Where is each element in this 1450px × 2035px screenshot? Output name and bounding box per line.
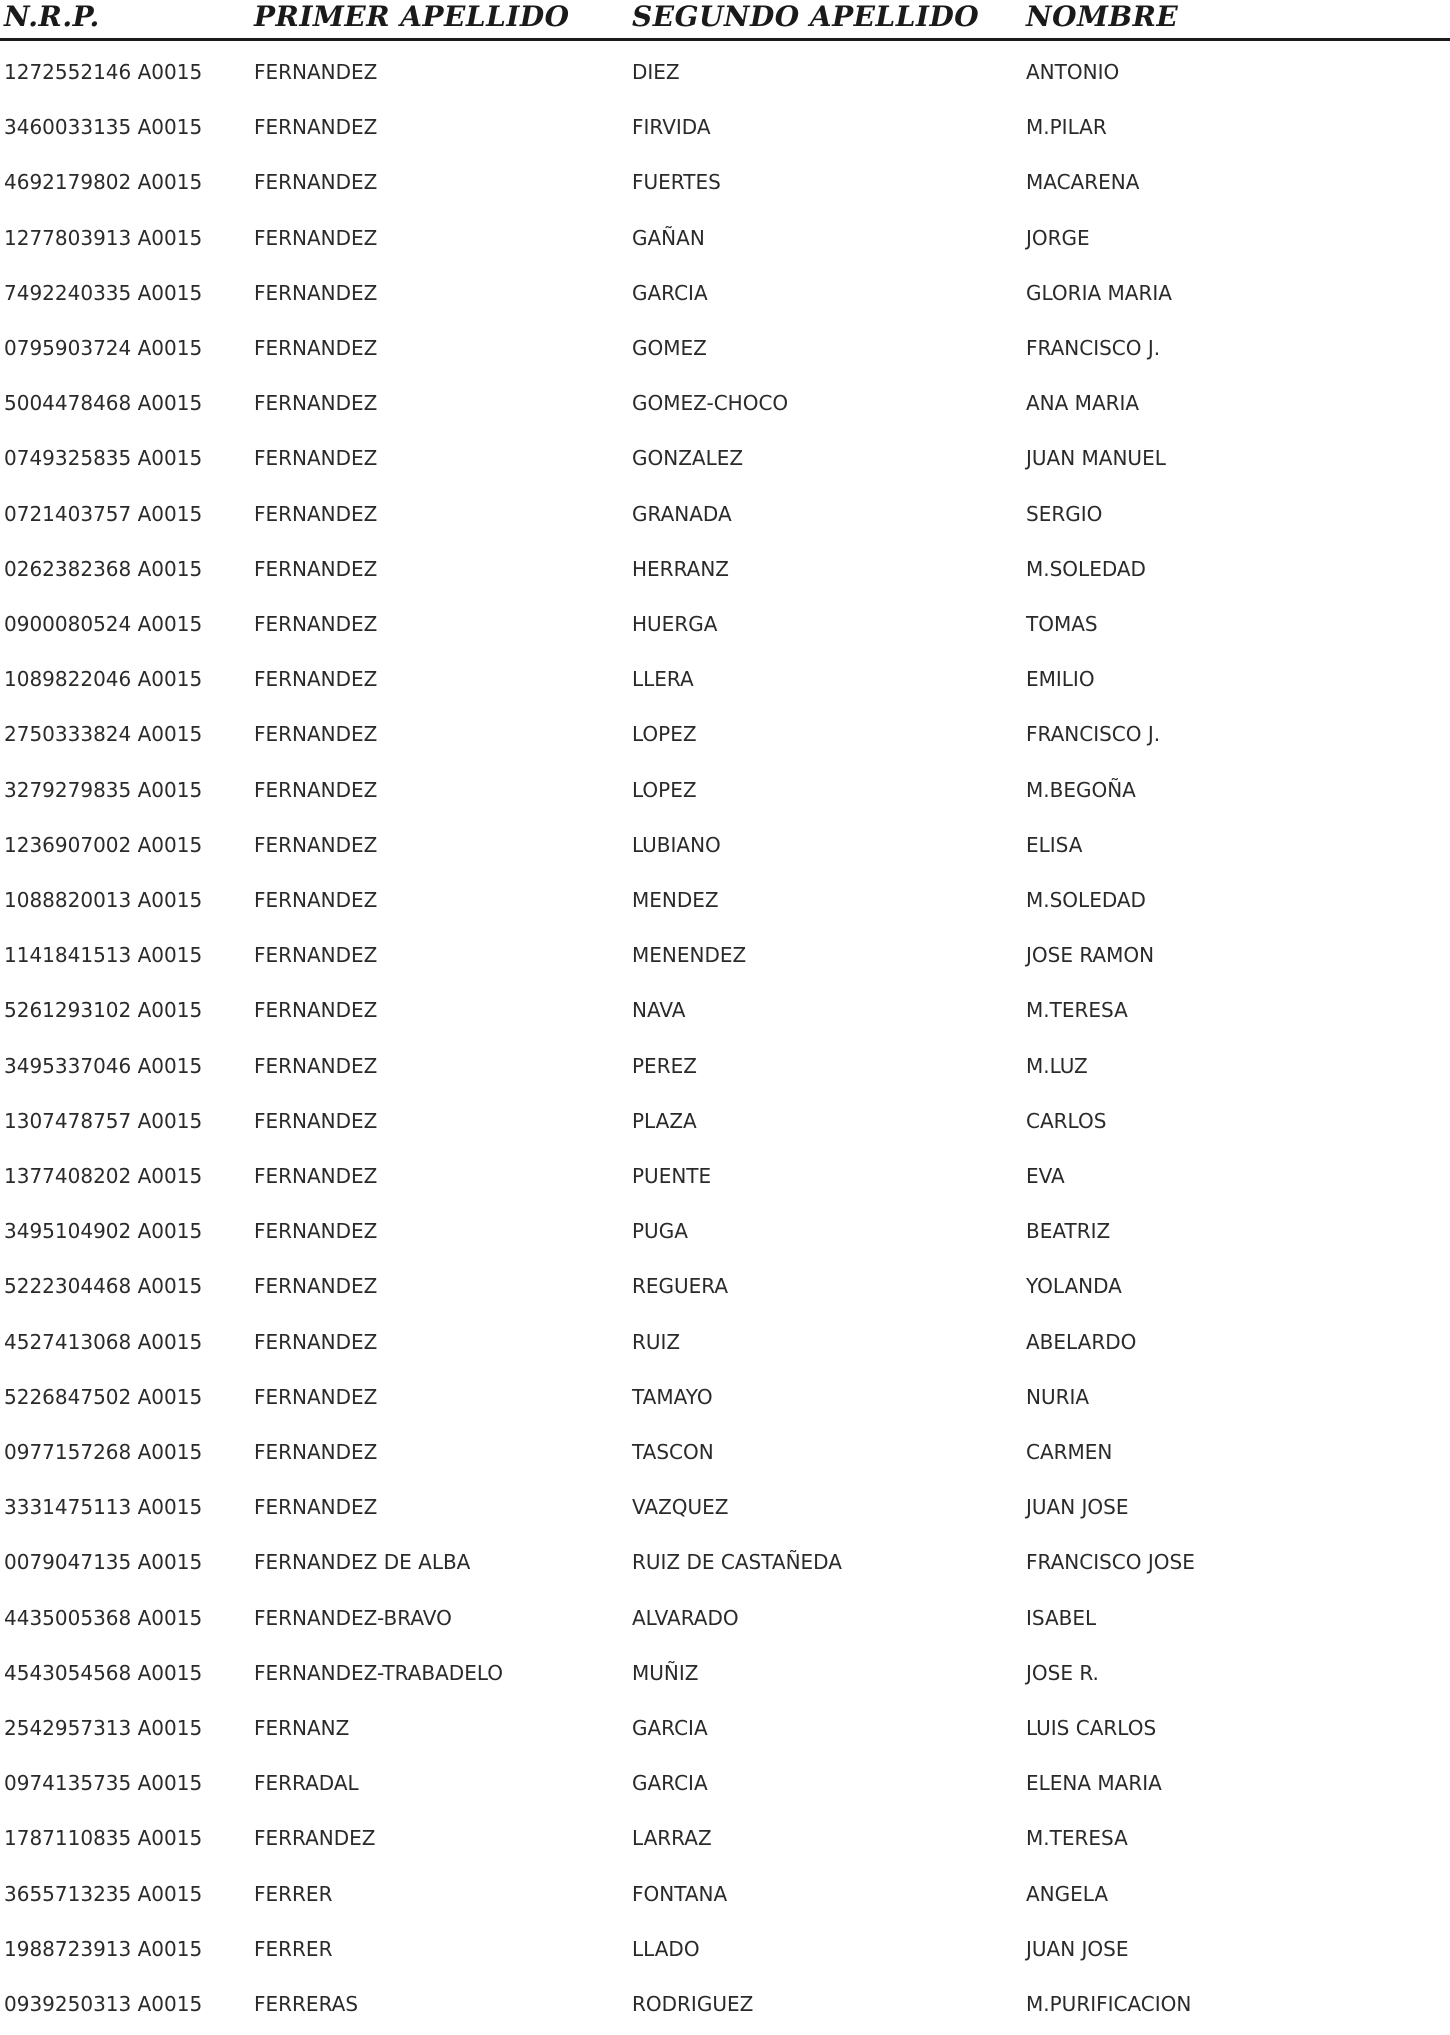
cell-nrp: 1277803913 A0015: [4, 225, 203, 250]
cell-segundo-apellido: MUÑIZ: [632, 1660, 699, 1685]
table-row: [0, 600, 1450, 655]
cell-nombre: ANTONIO: [1026, 60, 1120, 84]
cell-segundo-apellido: PLAZA: [632, 1108, 697, 1133]
cell-nrp: 3331475113 A0015: [4, 1495, 203, 1520]
cell-segundo-apellido: PUENTE: [632, 1164, 712, 1188]
cell-nombre: JUAN JOSE: [1026, 1495, 1129, 1520]
cell-segundo-apellido: PUGA: [632, 1219, 688, 1244]
cell-primer-apellido: FERNANDEZ: [254, 1440, 378, 1464]
cell-segundo-apellido: GAÑAN: [632, 225, 705, 250]
cell-segundo-apellido: GOMEZ: [632, 336, 707, 360]
cell-nombre: LUIS CARLOS: [1026, 1716, 1157, 1740]
header-segundo-apellido: SEGUNDO APELLIDO: [632, 0, 980, 33]
cell-nombre: JUAN JOSE: [1026, 1936, 1129, 1961]
cell-segundo-apellido: HUERGA: [632, 612, 718, 636]
cell-primer-apellido: FERNANDEZ: [254, 170, 378, 195]
cell-nrp: 0974135735 A0015: [4, 1771, 203, 1796]
cell-primer-apellido: FERNANDEZ: [254, 280, 378, 305]
cell-nombre: M.TERESA: [1026, 998, 1128, 1023]
cell-nombre: MACARENA: [1026, 170, 1140, 195]
table-row: [0, 1262, 1450, 1317]
cell-segundo-apellido: LLERA: [632, 667, 694, 692]
cell-nombre: EMILIO: [1026, 667, 1095, 692]
cell-nombre: M.PURIFICACION: [1026, 1992, 1192, 2016]
cell-nrp: 3279279835 A0015: [4, 777, 203, 802]
cell-nombre: SERGIO: [1026, 501, 1103, 526]
table-row: [0, 214, 1450, 269]
cell-primer-apellido: FERNANDEZ-BRAVO: [254, 1605, 452, 1630]
cell-segundo-apellido: NAVA: [632, 998, 686, 1023]
cell-primer-apellido: FERNANDEZ: [254, 832, 378, 857]
cell-nrp: 7492240335 A0015: [4, 280, 203, 305]
cell-nombre: BEATRIZ: [1026, 1219, 1111, 1244]
cell-nrp: 4435005368 A0015: [4, 1605, 203, 1630]
cell-nombre: JOSE R.: [1026, 1660, 1099, 1685]
cell-segundo-apellido: FIRVIDA: [632, 115, 711, 140]
cell-primer-apellido: FERNANDEZ: [254, 115, 378, 140]
cell-primer-apellido: FERNANDEZ: [254, 225, 378, 250]
cell-nombre: EVA: [1026, 1164, 1065, 1188]
cell-nombre: M.SOLEDAD: [1026, 556, 1146, 581]
table-row: [0, 1097, 1450, 1152]
cell-nombre: M.TERESA: [1026, 1826, 1128, 1851]
cell-primer-apellido: FERRANDEZ: [254, 1826, 376, 1851]
table-row: [0, 158, 1450, 213]
cell-primer-apellido: FERNANDEZ-TRABADELO: [254, 1660, 504, 1685]
cell-segundo-apellido: LLADO: [632, 1936, 700, 1961]
table-row: [0, 931, 1450, 986]
cell-primer-apellido: FERNANDEZ: [254, 1384, 378, 1409]
table-row: [0, 986, 1450, 1041]
table-row: [0, 103, 1450, 158]
cell-nrp: 1988723913 A0015: [4, 1936, 203, 1961]
cell-primer-apellido: FERRADAL: [254, 1771, 359, 1796]
table-row: [0, 1428, 1450, 1483]
cell-primer-apellido: FERRER: [254, 1881, 333, 1906]
cell-segundo-apellido: TAMAYO: [632, 1384, 713, 1409]
cell-nombre: FRANCISCO JOSE: [1026, 1550, 1195, 1575]
cell-nrp: 0079047135 A0015: [4, 1550, 203, 1575]
table-row: [0, 1704, 1450, 1759]
cell-nombre: TOMAS: [1026, 612, 1098, 636]
cell-nombre: M.BEGOÑA: [1026, 777, 1136, 802]
cell-segundo-apellido: LOPEZ: [632, 722, 697, 747]
cell-nombre: JUAN MANUEL: [1026, 446, 1166, 471]
cell-nrp: 3495337046 A0015: [4, 1053, 203, 1078]
table-row: [0, 379, 1450, 434]
cell-primer-apellido: FERNANDEZ: [254, 1495, 378, 1520]
cell-nombre: M.SOLEDAD: [1026, 888, 1146, 912]
table-row: [0, 1152, 1450, 1207]
cell-nrp: 2542957313 A0015: [4, 1716, 203, 1740]
cell-nombre: CARLOS: [1026, 1108, 1107, 1133]
cell-segundo-apellido: LUBIANO: [632, 832, 721, 857]
cell-nombre: NURIA: [1026, 1384, 1090, 1409]
header-nombre: NOMBRE: [1026, 0, 1179, 33]
cell-nrp: 0749325835 A0015: [4, 446, 203, 471]
cell-nombre: M.PILAR: [1026, 115, 1107, 140]
table-row: [0, 1207, 1450, 1262]
cell-nrp: 5004478468 A0015: [4, 391, 203, 416]
table-row: [0, 655, 1450, 710]
cell-primer-apellido: FERNANDEZ: [254, 60, 378, 84]
table-row: [0, 1042, 1450, 1097]
cell-segundo-apellido: MENENDEZ: [632, 943, 747, 968]
cell-nrp: 1088820013 A0015: [4, 888, 203, 912]
cell-segundo-apellido: RUIZ DE CASTAÑEDA: [632, 1550, 842, 1575]
cell-primer-apellido: FERNANDEZ: [254, 336, 378, 360]
cell-primer-apellido: FERNANDEZ: [254, 612, 378, 636]
cell-nrp: 4692179802 A0015: [4, 170, 203, 195]
cell-primer-apellido: FERNANDEZ: [254, 1274, 378, 1299]
cell-nrp: 1236907002 A0015: [4, 832, 203, 857]
cell-segundo-apellido: LOPEZ: [632, 777, 697, 802]
table-row: [0, 545, 1450, 600]
cell-nombre: ANGELA: [1026, 1881, 1109, 1906]
cell-primer-apellido: FERRER: [254, 1936, 333, 1961]
table-row: [0, 710, 1450, 765]
cell-segundo-apellido: LARRAZ: [632, 1826, 712, 1851]
cell-segundo-apellido: FUERTES: [632, 170, 721, 195]
cell-primer-apellido: FERNANDEZ: [254, 1053, 378, 1078]
table-header: [0, 0, 1450, 36]
cell-nombre: CARMEN: [1026, 1440, 1113, 1464]
cell-nombre: YOLANDA: [1026, 1274, 1122, 1299]
table-row: [0, 324, 1450, 379]
cell-segundo-apellido: DIEZ: [632, 60, 680, 84]
cell-nrp: 3655713235 A0015: [4, 1881, 203, 1906]
cell-nombre: JORGE: [1026, 225, 1090, 250]
cell-primer-apellido: FERNANDEZ: [254, 501, 378, 526]
cell-nrp: 3495104902 A0015: [4, 1219, 203, 1244]
cell-primer-apellido: FERNANZ: [254, 1716, 350, 1740]
cell-nombre: FRANCISCO J.: [1026, 722, 1161, 747]
table-row: [0, 821, 1450, 876]
cell-segundo-apellido: GARCIA: [632, 1716, 708, 1740]
table-row: [0, 1483, 1450, 1538]
cell-segundo-apellido: GONZALEZ: [632, 446, 744, 471]
table-row: [0, 876, 1450, 931]
header-nrp: N.R.P.: [4, 0, 100, 33]
table-row: [0, 1318, 1450, 1373]
cell-nombre: ELENA MARIA: [1026, 1771, 1162, 1796]
header-divider: [0, 38, 1450, 41]
cell-segundo-apellido: FONTANA: [632, 1881, 728, 1906]
header-primer-apellido: PRIMER APELLIDO: [254, 0, 570, 33]
cell-segundo-apellido: TASCON: [632, 1440, 714, 1464]
cell-segundo-apellido: GRANADA: [632, 501, 732, 526]
cell-nrp: 2750333824 A0015: [4, 722, 203, 747]
cell-nrp: 1272552146 A0015: [4, 60, 203, 84]
cell-primer-apellido: FERNANDEZ: [254, 888, 378, 912]
cell-nombre: ABELARDO: [1026, 1329, 1137, 1354]
cell-nrp: 1377408202 A0015: [4, 1164, 203, 1188]
cell-nrp: 4543054568 A0015: [4, 1660, 203, 1685]
cell-primer-apellido: FERRERAS: [254, 1992, 359, 2016]
cell-segundo-apellido: GOMEZ-CHOCO: [632, 391, 789, 416]
cell-segundo-apellido: RODRIGUEZ: [632, 1992, 754, 2016]
cell-nrp: 1787110835 A0015: [4, 1826, 203, 1851]
cell-nrp: 5261293102 A0015: [4, 998, 203, 1023]
cell-nombre: ANA MARIA: [1026, 391, 1140, 416]
table-row: [0, 1870, 1450, 1925]
cell-primer-apellido: FERNANDEZ: [254, 943, 378, 968]
cell-nombre: ELISA: [1026, 832, 1083, 857]
cell-nombre: FRANCISCO J.: [1026, 336, 1161, 360]
table-row: [0, 1594, 1450, 1649]
cell-segundo-apellido: GARCIA: [632, 1771, 708, 1796]
cell-segundo-apellido: GARCIA: [632, 280, 708, 305]
cell-primer-apellido: FERNANDEZ: [254, 446, 378, 471]
cell-segundo-apellido: ALVARADO: [632, 1605, 739, 1630]
table-row: [0, 1980, 1450, 2035]
cell-nrp: 0795903724 A0015: [4, 336, 203, 360]
cell-primer-apellido: FERNANDEZ: [254, 1219, 378, 1244]
table-row: [0, 766, 1450, 821]
cell-segundo-apellido: PEREZ: [632, 1053, 697, 1078]
cell-nombre: GLORIA MARIA: [1026, 280, 1172, 305]
cell-primer-apellido: FERNANDEZ: [254, 667, 378, 692]
cell-segundo-apellido: VAZQUEZ: [632, 1495, 729, 1520]
cell-nrp: 0262382368 A0015: [4, 556, 203, 581]
cell-primer-apellido: FERNANDEZ: [254, 722, 378, 747]
cell-nrp: 0977157268 A0015: [4, 1440, 203, 1464]
cell-nombre: M.LUZ: [1026, 1053, 1088, 1078]
cell-nrp: 3460033135 A0015: [4, 115, 203, 140]
cell-primer-apellido: FERNANDEZ: [254, 1329, 378, 1354]
cell-primer-apellido: FERNANDEZ: [254, 391, 378, 416]
cell-nombre: JOSE RAMON: [1026, 943, 1155, 968]
table-row: [0, 1538, 1450, 1593]
cell-nrp: 4527413068 A0015: [4, 1329, 203, 1354]
cell-primer-apellido: FERNANDEZ: [254, 777, 378, 802]
cell-segundo-apellido: REGUERA: [632, 1274, 729, 1299]
cell-segundo-apellido: RUIZ: [632, 1329, 681, 1354]
table-row: [0, 490, 1450, 545]
cell-nombre: ISABEL: [1026, 1605, 1097, 1630]
table-row: [0, 1925, 1450, 1980]
cell-nrp: 1089822046 A0015: [4, 667, 203, 692]
cell-primer-apellido: FERNANDEZ: [254, 1164, 378, 1188]
cell-nrp: 0939250313 A0015: [4, 1992, 203, 2016]
cell-nrp: 0900080524 A0015: [4, 612, 203, 636]
cell-nrp: 1141841513 A0015: [4, 943, 203, 968]
cell-segundo-apellido: MENDEZ: [632, 888, 719, 912]
table-row: [0, 1759, 1450, 1814]
cell-nrp: 0721403757 A0015: [4, 501, 203, 526]
table-row: [0, 269, 1450, 324]
table-row: [0, 1649, 1450, 1704]
cell-primer-apellido: FERNANDEZ: [254, 556, 378, 581]
table-row: [0, 434, 1450, 489]
cell-nrp: 5222304468 A0015: [4, 1274, 203, 1299]
cell-nrp: 5226847502 A0015: [4, 1384, 203, 1409]
cell-nrp: 1307478757 A0015: [4, 1108, 203, 1133]
cell-primer-apellido: FERNANDEZ: [254, 1108, 378, 1133]
cell-primer-apellido: FERNANDEZ DE ALBA: [254, 1550, 471, 1575]
table-row: [0, 48, 1450, 103]
cell-primer-apellido: FERNANDEZ: [254, 998, 378, 1023]
table-row: [0, 1373, 1450, 1428]
cell-segundo-apellido: HERRANZ: [632, 556, 730, 581]
table-row: [0, 1814, 1450, 1869]
